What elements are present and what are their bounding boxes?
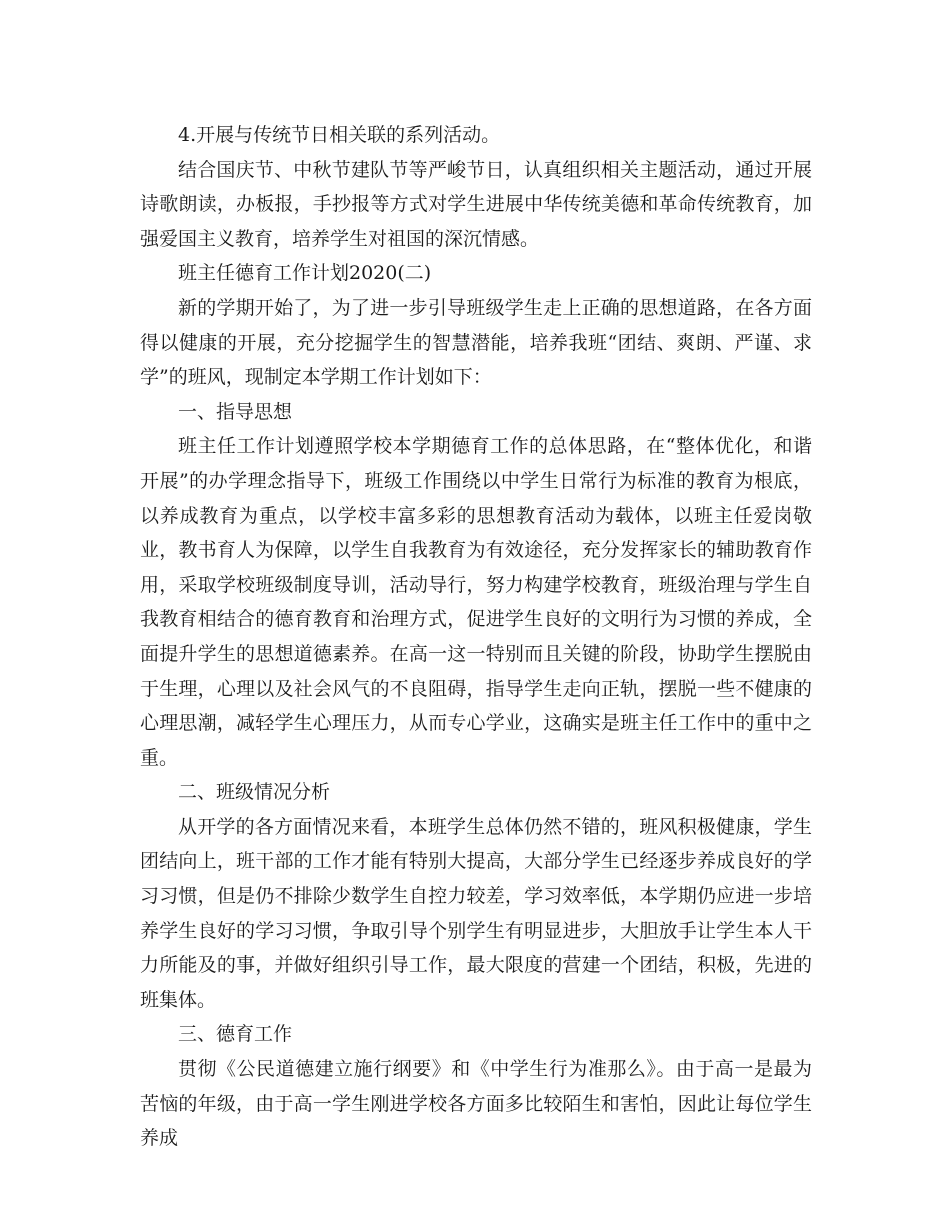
paragraph-class-analysis: 从开学的各方面情况来看，本班学生总体仍然不错的，班风积极健康，学生团结向上，班干部的工作才能有特别大提高，大部分学生已经逐步养成良好的学习习惯，但是仍不排除少数学生自控力较差，学习效率低，本学期仍应进一步培养学生良好的学习习惯，争取引导个别学生有明显进步，大胆放手让学生本人干力所能及的事，并做好组织引导工作，最大限度的营建一个团结，积极，先进的班集体。 — [140, 815, 812, 1011]
paragraph-festival-activities: 结合国庆节、中秋节建队节等严峻节日，认真组织相关主题活动，通过开展诗歌朗读，办板报，手抄报等方式对学生进展中华传统美德和革命传统教育，加强爱国主义教育，培养学生对祖国的深沉情感。 — [140, 158, 812, 250]
document-body — [140, 118, 812, 1156]
section-heading-class-analysis: 二、班级情况分析 — [178, 781, 331, 804]
section-heading-guiding-ideology: 一、指导思想 — [178, 400, 293, 423]
section-heading-moral-education: 三、德育工作 — [178, 1023, 293, 1046]
paragraph-moral-education: 贯彻《公民道德建立施行纲要》和《中学生行为准那么》。由于高一是最为苦恼的年级，由于高一学生刚进学校各方面多比较陌生和害怕，因此让每位学生养成 — [140, 1058, 812, 1150]
paragraph-guiding-ideology: 班主任工作计划遵照学校本学期德育工作的总体思路，在“整体优化，和谐开展”的办学理念指导下，班级工作围绕以中学生日常行为标准的教育为根底，以养成教育为重点，以学校丰富多彩的思想教育活动为载体，以班主任爱岗敬业，教书育人为保障，以学生自我教育为有效途径，充分发挥家长的辅助教育作用，采取学校班级制度导训，活动导行，努力构建学校教育，班级治理与学生自我教育相结合的德育教育和治理方式，促进学生良好的文明行为习惯的养成，全面提升学生的思想道德素养。在高一这一特别而且关键的阶段，协助学生摆脱由于生理，心理以及社会风气的不良阻碍，指导学生走向正轨，摆脱一些不健康的心理思潮，减轻学生心理压力，从而专心学业，这确实是班主任工作中的重中之重。 — [140, 435, 812, 769]
paragraph-plan-title: 班主任德育工作计划2020(二) — [178, 262, 432, 285]
paragraph-activity-heading: 4.开展与传统节日相关联的系列活动。 — [178, 124, 501, 146]
paragraph-introduction: 新的学期开始了，为了进一步引导班级学生走上正确的思想道路，在各方面得以健康的开展，充分挖掘学生的智慧潜能，培养我班“团结、爽朗、严谨、求学”的班风，现制定本学期工作计划如下： — [140, 296, 812, 389]
